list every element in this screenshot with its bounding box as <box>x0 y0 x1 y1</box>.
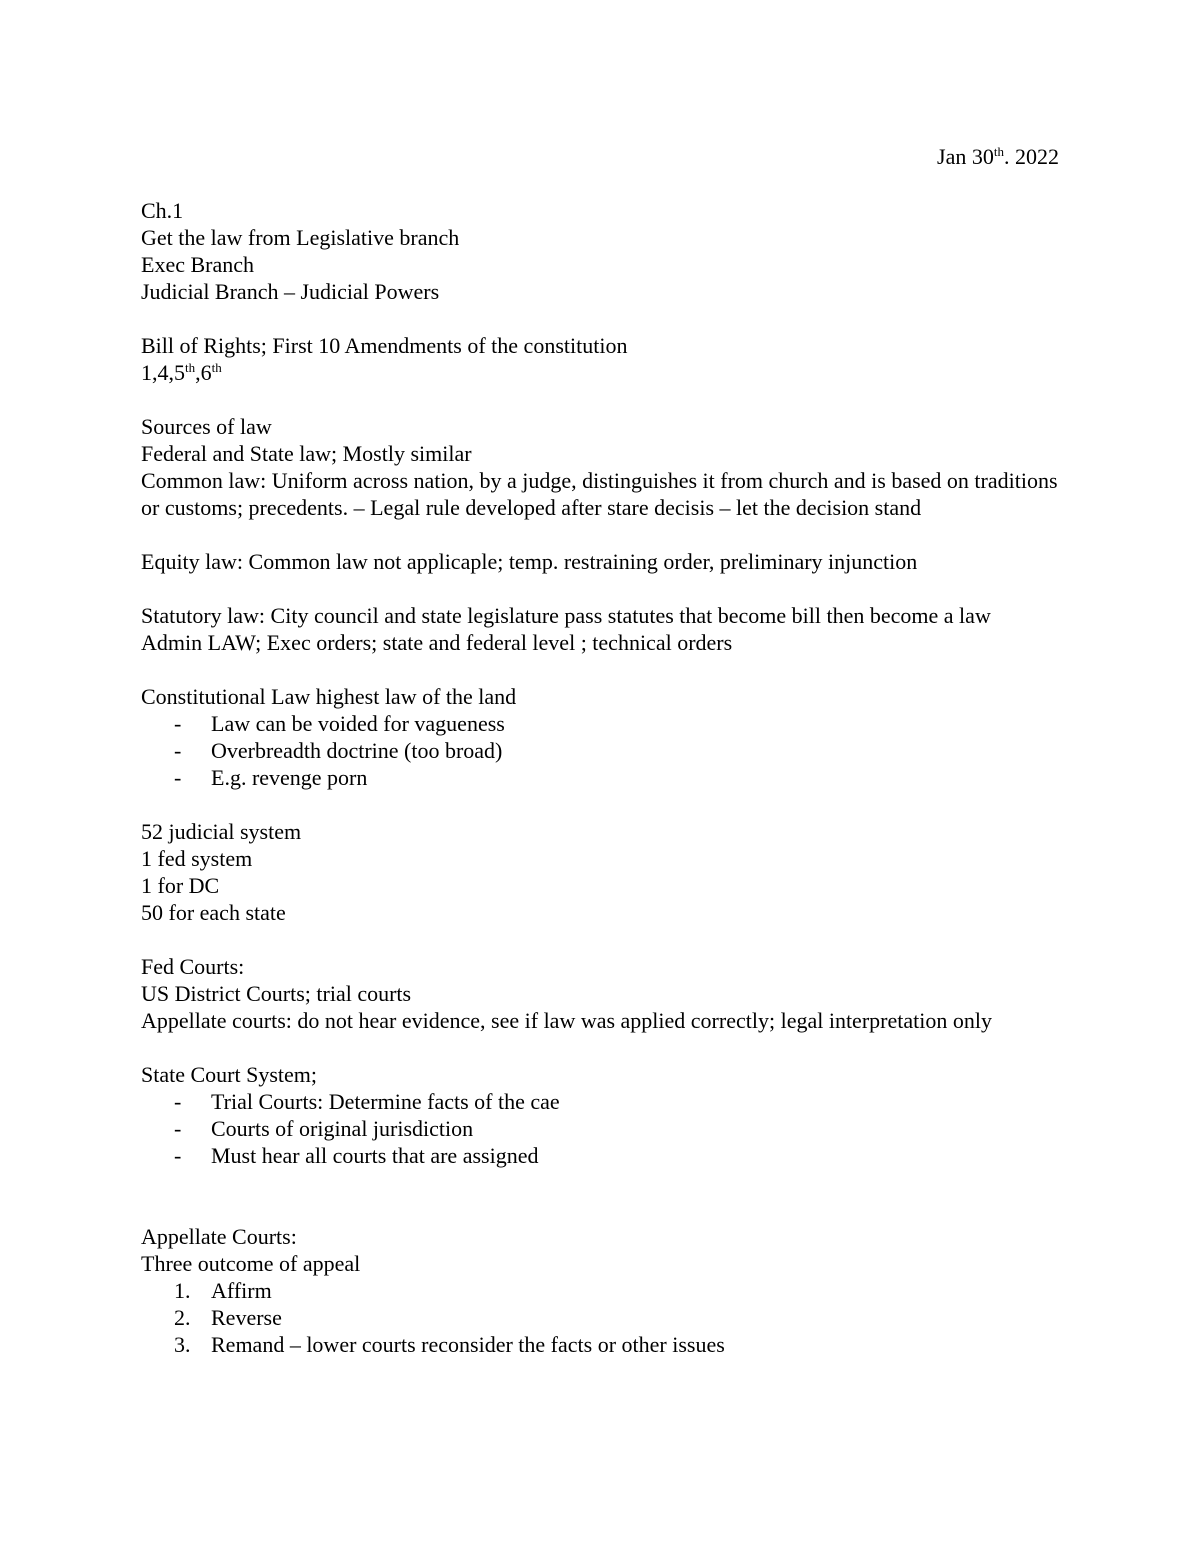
appellate-courts-heading: Appellate Courts: <box>141 1224 297 1249</box>
list-item-text: E.g. revenge porn <box>211 765 368 790</box>
list-item <box>141 1142 1061 1169</box>
state-courts-heading: State Court System; <box>141 1062 317 1087</box>
constitutional-list <box>141 710 1061 791</box>
date-year: . 2022 <box>1004 144 1059 169</box>
list-item <box>141 737 1061 764</box>
date-superscript: th <box>993 144 1004 159</box>
list-item-text: Remand – lower courts reconsider the facts or other issues <box>211 1332 725 1357</box>
blank-line <box>141 791 1061 818</box>
amendments-sep: ,6 <box>195 360 212 385</box>
judicial-system-line: 50 for each state <box>141 900 286 925</box>
list-item <box>141 1304 1061 1331</box>
number-marker: 1. <box>174 1278 191 1303</box>
blank-line <box>141 926 1061 953</box>
list-item <box>141 1115 1061 1142</box>
dash-marker: - <box>174 711 182 736</box>
constitutional-heading: Constitutional Law highest law of the land <box>141 684 517 709</box>
sources-heading: Sources of law <box>141 414 272 439</box>
number-marker: 2. <box>174 1305 191 1330</box>
list-item <box>141 1277 1061 1304</box>
amendments-sup-1: th <box>185 360 196 375</box>
bill-of-rights-line: Bill of Rights; First 10 Amendments of the constitution <box>141 333 628 358</box>
blank-line <box>141 656 1061 683</box>
list-item-text: Courts of original jurisdiction <box>211 1116 474 1141</box>
sources-common-law: Common law: Uniform across nation, by a judge, distinguishes it from church and is based on traditions or customs; precedents. – Legal rule developed after stare decisis – let the decision stand <box>141 468 1058 520</box>
chapter-heading: Ch.1 <box>141 198 184 223</box>
appellate-outcomes-list <box>141 1277 1061 1358</box>
number-marker: 3. <box>174 1332 191 1357</box>
sources-equity: Equity law: Common law not applicaple; temp. restraining order, preliminary injunction <box>141 549 918 574</box>
notes-body <box>141 197 1061 1358</box>
date-month-day: Jan 30 <box>937 144 994 169</box>
dash-marker: - <box>174 1116 182 1141</box>
judicial-system-line: 52 judicial system <box>141 819 302 844</box>
list-item <box>141 1088 1061 1115</box>
list-item <box>141 710 1061 737</box>
amendments-prefix: 1,4,5 <box>141 360 185 385</box>
list-item-text: Reverse <box>211 1305 282 1330</box>
blank-line <box>141 1169 1061 1223</box>
blank-line <box>141 386 1061 413</box>
list-item-text: Affirm <box>211 1278 272 1303</box>
state-courts-list <box>141 1088 1061 1169</box>
blank-line <box>141 521 1061 548</box>
list-item <box>141 764 1061 791</box>
list-item-text: Overbreadth doctrine (too broad) <box>211 738 503 763</box>
list-item-text: Must hear all courts that are assigned <box>211 1143 539 1168</box>
fed-courts-district: US District Courts; trial courts <box>141 981 412 1006</box>
blank-line <box>141 575 1061 602</box>
amendments-line <box>141 359 1061 386</box>
blank-line <box>141 305 1061 332</box>
branch-exec: Exec Branch <box>141 252 254 277</box>
judicial-system-line: 1 fed system <box>141 846 253 871</box>
fed-courts-appellate: Appellate courts: do not hear evidence, see if law was applied correctly; legal interpretation only <box>141 1008 992 1033</box>
dash-marker: - <box>174 738 182 763</box>
sources-fed-state: Federal and State law; Mostly similar <box>141 441 472 466</box>
fed-courts-heading: Fed Courts: <box>141 954 245 979</box>
branch-legislative: Get the law from Legislative branch <box>141 225 460 250</box>
dash-marker: - <box>174 1143 182 1168</box>
list-item <box>141 1331 1061 1358</box>
amendments-sup-2: th <box>211 360 222 375</box>
list-item-text: Trial Courts: Determine facts of the cae <box>211 1089 560 1114</box>
appellate-courts-subheading: Three outcome of appeal <box>141 1251 361 1276</box>
sources-admin: Admin LAW; Exec orders; state and federal level ; technical orders <box>141 630 733 655</box>
branch-judicial: Judicial Branch – Judicial Powers <box>141 279 440 304</box>
blank-line <box>141 1034 1061 1061</box>
judicial-system-line: 1 for DC <box>141 873 220 898</box>
dash-marker: - <box>174 1089 182 1114</box>
list-item-text: Law can be voided for vagueness <box>211 711 505 736</box>
sources-statutory: Statutory law: City council and state legislature pass statutes that become bill then become a law <box>141 603 991 628</box>
date-line <box>937 143 1059 170</box>
dash-marker: - <box>174 765 182 790</box>
